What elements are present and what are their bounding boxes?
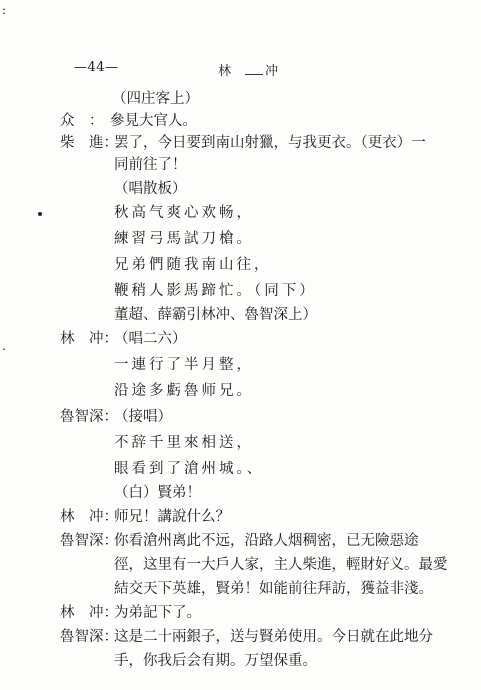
verse-line <box>114 204 254 222</box>
dialogue-line <box>114 484 201 502</box>
line-text: 一連行了半月整， <box>114 357 254 373</box>
verse-line <box>114 256 272 274</box>
dialogue-line <box>60 508 230 526</box>
line-text: 徑，这里有一大戶人家，主人柴進，輕財好义。最愛 <box>114 557 448 573</box>
running-title-left: 林 <box>218 64 244 79</box>
verse-line <box>114 282 317 300</box>
edge-dot-mark: . <box>2 339 6 353</box>
stage-direction-line <box>114 306 317 324</box>
line-text: 不辞千里來相送， <box>114 435 254 451</box>
line-text: 为弟記下了。 <box>114 605 201 621</box>
continuation-line <box>114 156 187 174</box>
edge-colon-mark: : <box>2 3 7 17</box>
line-text: 秋高气爽心欢畅， <box>114 205 254 221</box>
dialogue-line <box>60 112 197 130</box>
speaker-label: 魯智深： <box>60 629 118 645</box>
continuation-line <box>114 652 317 670</box>
verse-line <box>114 356 254 374</box>
line-text: 眼看到了滄州城。、 <box>114 461 265 477</box>
line-text: 兄弟們随我南山往， <box>114 257 272 273</box>
speaker-label: 魯智深： <box>60 533 118 549</box>
dialogue-line <box>60 330 187 348</box>
page-header <box>0 60 481 80</box>
dialogue-line <box>60 134 426 152</box>
line-text: 練習弓馬試刀槍。 <box>114 231 254 247</box>
line-text: 这是二十兩銀子，送与賢弟使用。今日就在此地分 <box>114 629 433 645</box>
page-number: —44— <box>74 60 119 75</box>
line-text: 手，你我后会有期。万望保重。 <box>114 653 317 669</box>
line-text: （白）賢弟！ <box>114 485 201 501</box>
stray-ink-dot <box>38 212 42 216</box>
speaker-label: 林 冲： <box>60 331 118 347</box>
line-text: 鞭稍人影馬蹄忙。（同下） <box>114 283 317 299</box>
line-text: 結交天下英雄，賢弟！如能前往拜訪，獲益非淺。 <box>114 581 433 597</box>
running-title-right: 冲 <box>265 64 291 79</box>
verse-line <box>114 460 264 478</box>
verse-line <box>114 382 254 400</box>
title-underline <box>245 74 263 75</box>
dialogue-line <box>60 628 433 646</box>
dialogue-line <box>60 604 201 622</box>
line-text: 罢了，今日要到南山射獵，与我更衣。（更衣）一 <box>114 135 426 151</box>
dialogue-line <box>60 532 419 550</box>
line-text: 你看滄州离此不远，沿路人烟稠密，已无險惡途 <box>114 533 419 549</box>
line-text: 沿途多虧魯师兄。 <box>114 383 254 399</box>
speaker-label: 柴 進： <box>60 135 118 151</box>
continuation-line <box>114 556 448 574</box>
running-title <box>218 60 290 79</box>
verse-line <box>114 434 254 452</box>
verse-line <box>114 230 254 248</box>
stage-direction-line <box>114 180 187 198</box>
speaker-label: 林 冲： <box>60 509 118 525</box>
continuation-line <box>114 580 433 598</box>
stage-direction-line <box>112 90 199 108</box>
speaker-label: 魯智深： <box>60 409 118 425</box>
speaker-label: 众 ： <box>60 113 104 129</box>
line-text: 师兄！講說什么？ <box>114 509 230 525</box>
line-text: （唱二六） <box>114 331 187 347</box>
line-text: （接唱） <box>114 409 172 425</box>
speaker-label: 林 冲： <box>60 605 118 621</box>
line-text: 同前往了！ <box>114 157 187 173</box>
line-text: 董超、薛霸引林冲、魯智深上） <box>114 307 317 323</box>
line-text: （唱散板） <box>114 181 187 197</box>
line-text: （四庄客上） <box>112 91 199 107</box>
line-text: 參見大官人。 <box>110 113 197 129</box>
dialogue-line <box>60 408 172 426</box>
